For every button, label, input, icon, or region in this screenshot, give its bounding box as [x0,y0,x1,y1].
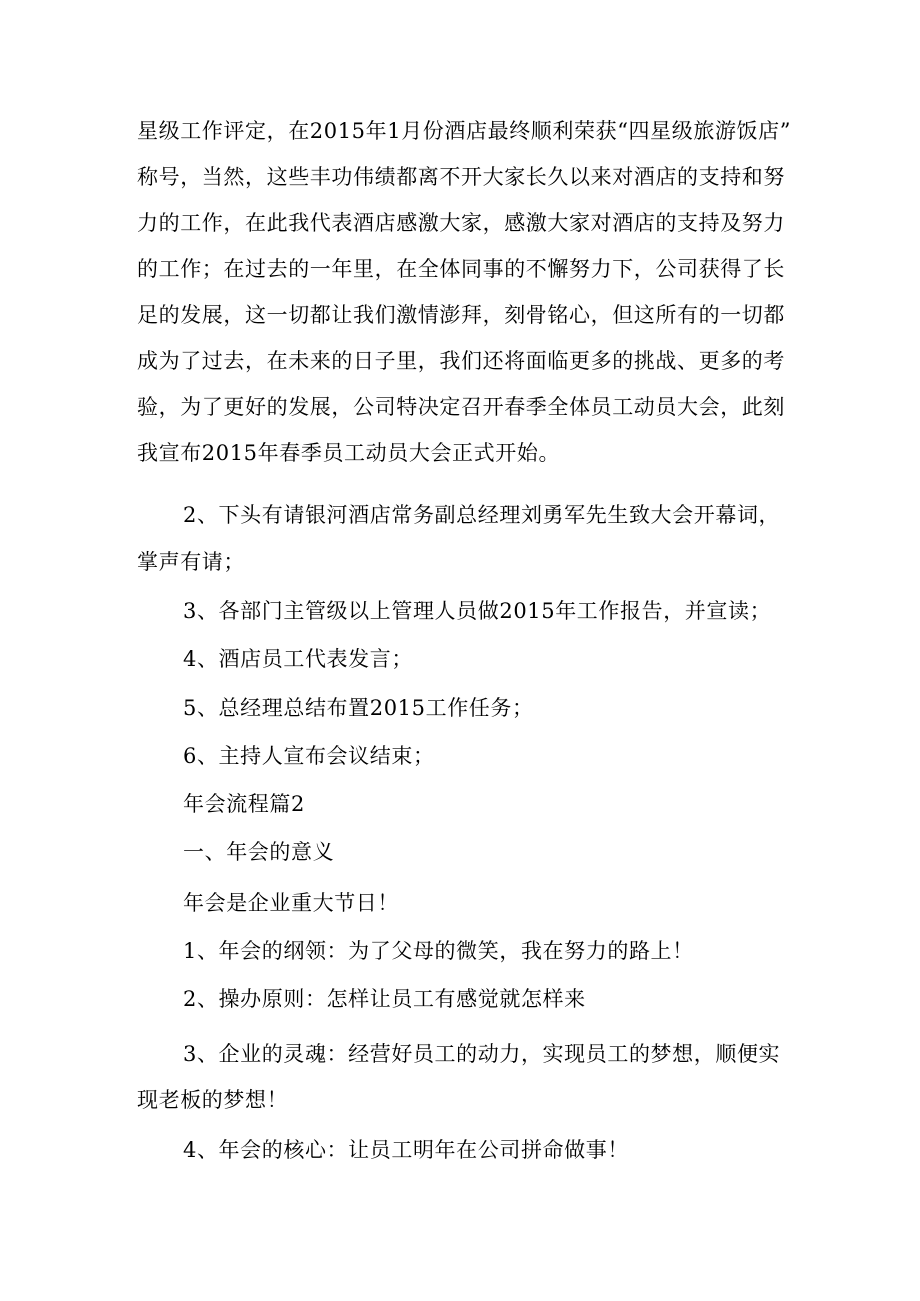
list-item: 4、年会的核心：让员工明年在公司拼命做事！ [183,1138,629,1162]
list-item-continuation: 掌声有请； [137,550,245,574]
paragraph-line: 验，为了更好的发展，公司特决定召开春季全体员工动员大会，此刻 [137,395,785,419]
list-item: 2、下头有请银河酒店常务副总经理刘勇军先生致大会开幕词， [183,503,781,527]
list-item: 6、主持人宣布会议结束； [183,744,435,768]
section-heading: 年会流程篇2 [183,792,305,816]
list-item: 2、操办原则：怎样让员工有感觉就怎样来 [183,987,586,1011]
list-item: 3、各部门主管级以上管理人员做2015年工作报告，并宣读； [183,599,772,623]
list-item: 1、年会的纲领：为了父母的微笑，我在努力的路上！ [183,939,694,963]
list-item: 3、企业的灵魂：经营好员工的动力，实现员工的梦想，顺便实 [183,1042,781,1066]
subsection-heading: 一、年会的意义 [183,840,335,864]
paragraph-line: 星级工作评定，在2015年1月份酒店最终顺利荣获“四星级旅游饭店” [137,119,792,143]
paragraph-line: 足的发展，这一切都让我们激情澎拜，刻骨铭心，但这所有的一切都 [137,303,785,327]
paragraph-line: 我宣布2015年春季员工动员大会正式开始。 [137,441,561,465]
paragraph-line: 力的工作，在此我代表酒店感激大家，感激大家对酒店的支持及努力 [137,211,785,235]
paragraph-line: 成为了过去，在未来的日子里，我们还将面临更多的挑战、更多的考 [137,349,785,373]
list-item: 5、总经理总结布置2015工作任务； [183,696,534,720]
paragraph-line: 年会是企业重大节日！ [183,891,399,915]
paragraph-line: 的工作；在过去的一年里，在全体同事的不懈努力下，公司获得了长 [137,257,785,281]
list-item: 4、酒店员工代表发言； [183,647,413,671]
paragraph-line: 称号，当然，这些丰功伟绩都离不开大家长久以来对酒店的支持和努 [137,165,785,189]
list-item-continuation: 现老板的梦想！ [137,1088,289,1112]
